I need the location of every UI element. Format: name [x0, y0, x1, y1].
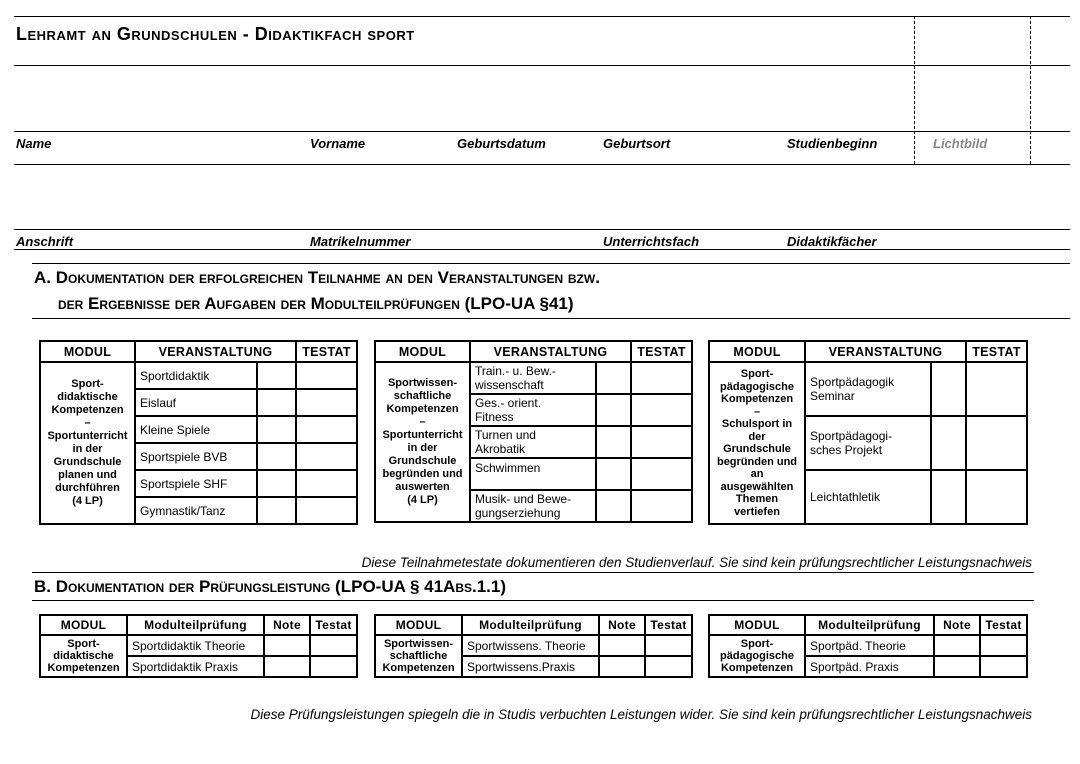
section-b-table-2	[374, 614, 693, 678]
testat-cell[interactable]	[296, 362, 357, 389]
note-cell[interactable]	[599, 656, 645, 677]
module-cell: Sport- didaktische Kompetenzen – Sportunterricht in der Grundschule planen und durchführen (4 LP)	[40, 362, 135, 524]
grade-cell[interactable]	[596, 426, 631, 458]
exam-cell: Sportpäd. Theorie	[805, 635, 934, 656]
field-lichtbild: Lichtbild	[933, 136, 988, 151]
header-note: Note	[599, 615, 645, 635]
testat-cell[interactable]	[631, 394, 692, 426]
header-testat: TESTAT	[631, 341, 692, 362]
course-cell: Sportdidaktik	[135, 362, 257, 389]
header-veranstaltung: VERANSTALTUNG	[805, 341, 966, 362]
exam-cell: Sportwissens.Praxis	[462, 656, 599, 677]
header-veranstaltung: VERANSTALTUNG	[470, 341, 631, 362]
testat-cell[interactable]	[310, 656, 357, 677]
field-matrikelnummer: Matrikelnummer	[310, 234, 411, 249]
exam-cell: Sportpäd. Praxis	[805, 656, 934, 677]
module-cell: Sport- pädagogische Kompetenzen	[709, 635, 805, 677]
grade-cell[interactable]	[596, 458, 631, 490]
header-testat: TESTAT	[966, 341, 1027, 362]
course-cell: Kleine Spiele	[135, 416, 257, 443]
section-a-table-1	[39, 340, 358, 525]
header-testat: Testat	[310, 615, 357, 635]
header-testat: Testat	[980, 615, 1027, 635]
course-cell: Eislauf	[135, 389, 257, 416]
header-note: Note	[264, 615, 310, 635]
testat-cell[interactable]	[966, 470, 1027, 524]
header-note: Note	[934, 615, 980, 635]
note-cell[interactable]	[599, 635, 645, 656]
testat-cell[interactable]	[966, 362, 1027, 416]
section-a-heading-line2: der Ergebnisse der Aufgaben der Modulteilprüfungen (LPO-UA §41)	[58, 294, 574, 313]
course-cell: Sportspiele BVB	[135, 443, 257, 470]
section-a-table-2	[374, 340, 693, 523]
testat-cell[interactable]	[631, 490, 692, 522]
testat-cell[interactable]	[296, 470, 357, 497]
testat-cell[interactable]	[645, 656, 692, 677]
grade-cell[interactable]	[257, 497, 296, 524]
header-modul: MODUL	[709, 615, 805, 635]
module-cell: Sportwissen- schaftliche Kompetenzen – Sportunterricht in der Grundschule begründen und auswerten (4 LP)	[375, 362, 470, 522]
header-veranstaltung: VERANSTALTUNG	[135, 341, 296, 362]
exam-cell: Sportwissens. Theorie	[462, 635, 599, 656]
note-cell[interactable]	[934, 656, 980, 677]
note-cell[interactable]	[264, 656, 310, 677]
grade-cell[interactable]	[596, 394, 631, 426]
grade-cell[interactable]	[257, 362, 296, 389]
field-vorname: Vorname	[310, 136, 366, 151]
course-cell: Sportspiele SHF	[135, 470, 257, 497]
section-b-table-3	[708, 614, 1028, 678]
section-b-heading: B. Dokumentation der Prüfungsleistung (LPO-UA § 41Abs.1.1)	[34, 577, 507, 596]
exam-cell: Sportdidaktik Praxis	[127, 656, 264, 677]
testat-cell[interactable]	[980, 656, 1027, 677]
course-cell: Schwimmen	[470, 458, 596, 490]
header-modul: MODUL	[709, 341, 805, 362]
header-testat: Testat	[645, 615, 692, 635]
field-studienbeginn: Studienbeginn	[787, 136, 878, 151]
field-geburtsort: Geburtsort	[603, 136, 671, 151]
testat-cell[interactable]	[631, 362, 692, 394]
testat-cell[interactable]	[296, 389, 357, 416]
course-cell: Musik- und Bewe- gungserziehung	[470, 490, 596, 522]
note-cell[interactable]	[934, 635, 980, 656]
testat-cell[interactable]	[296, 416, 357, 443]
field-didaktikfaecher: Didaktikfächer	[787, 234, 877, 249]
note-cell[interactable]	[264, 635, 310, 656]
module-cell: Sport- didaktische Kompetenzen	[40, 635, 127, 677]
section-a-note: Diese Teilnahmetestate dokumentieren den Studienverlauf. Sie sind kein prüfungsrechtlicher Leistungsnachweis	[361, 555, 1032, 570]
testat-cell[interactable]	[310, 635, 357, 656]
course-cell: Gymnastik/Tanz	[135, 497, 257, 524]
grade-cell[interactable]	[257, 443, 296, 470]
testat-cell[interactable]	[631, 458, 692, 490]
grade-cell[interactable]	[596, 362, 631, 394]
course-cell: Sportpädagogi- sches Projekt	[805, 416, 931, 470]
header-modulteilpruefung: Modulteilprüfung	[805, 615, 934, 635]
grade-cell[interactable]	[931, 416, 966, 470]
grade-cell[interactable]	[257, 470, 296, 497]
grade-cell[interactable]	[257, 389, 296, 416]
course-cell: Sportpädagogik Seminar	[805, 362, 931, 416]
exam-cell: Sportdidaktik Theorie	[127, 635, 264, 656]
testat-cell[interactable]	[296, 497, 357, 524]
header-modul: MODUL	[375, 341, 470, 362]
field-geburtsdatum: Geburtsdatum	[457, 136, 546, 151]
course-cell: Train.- u. Bew.- wissenschaft	[470, 362, 596, 394]
field-name: Name	[16, 136, 52, 151]
course-cell: Ges.- orient. Fitness	[470, 394, 596, 426]
field-unterrichtsfach: Unterrichtsfach	[603, 234, 700, 249]
grade-cell[interactable]	[596, 490, 631, 522]
header-testat: TESTAT	[296, 341, 357, 362]
section-a-heading-line1: A. Dokumentation der erfolgreichen Teilnahme an den Veranstaltungen bzw.	[34, 268, 600, 287]
testat-cell[interactable]	[980, 635, 1027, 656]
module-cell: Sportwissen- schaftliche Kompetenzen	[375, 635, 462, 677]
grade-cell[interactable]	[931, 470, 966, 524]
testat-cell[interactable]	[645, 635, 692, 656]
header-modulteilpruefung: Modulteilprüfung	[462, 615, 599, 635]
page-title: Lehramt an Grundschulen - Didaktikfach sport	[16, 24, 415, 44]
header-modulteilpruefung: Modulteilprüfung	[127, 615, 264, 635]
course-cell: Turnen und Akrobatik	[470, 426, 596, 458]
photo-box-right-edge	[1030, 16, 1031, 164]
field-anschrift: Anschrift	[16, 234, 74, 249]
grade-cell[interactable]	[257, 416, 296, 443]
header-modul: MODUL	[40, 341, 135, 362]
section-b-table-1	[39, 614, 358, 678]
course-cell: Leichtathletik	[805, 470, 931, 524]
photo-box-left-edge	[914, 16, 915, 164]
module-cell: Sport- pädagogische Kompetenzen – Schulsport in der Grundschule begründen und an ausgewählten Themen vertiefen	[709, 362, 805, 524]
section-b-note: Diese Prüfungsleistungen spiegeln die in Studis verbuchten Leistungen wider. Sie sind kein prüfungsrechtlicher Leistungsnachweis	[250, 707, 1032, 722]
grade-cell[interactable]	[931, 362, 966, 416]
section-a-table-3	[708, 340, 1028, 525]
header-modul: MODUL	[40, 615, 127, 635]
testat-cell[interactable]	[966, 416, 1027, 470]
testat-cell[interactable]	[296, 443, 357, 470]
testat-cell[interactable]	[631, 426, 692, 458]
photo-box-bottom-edge	[914, 164, 1030, 165]
header-modul: MODUL	[375, 615, 462, 635]
